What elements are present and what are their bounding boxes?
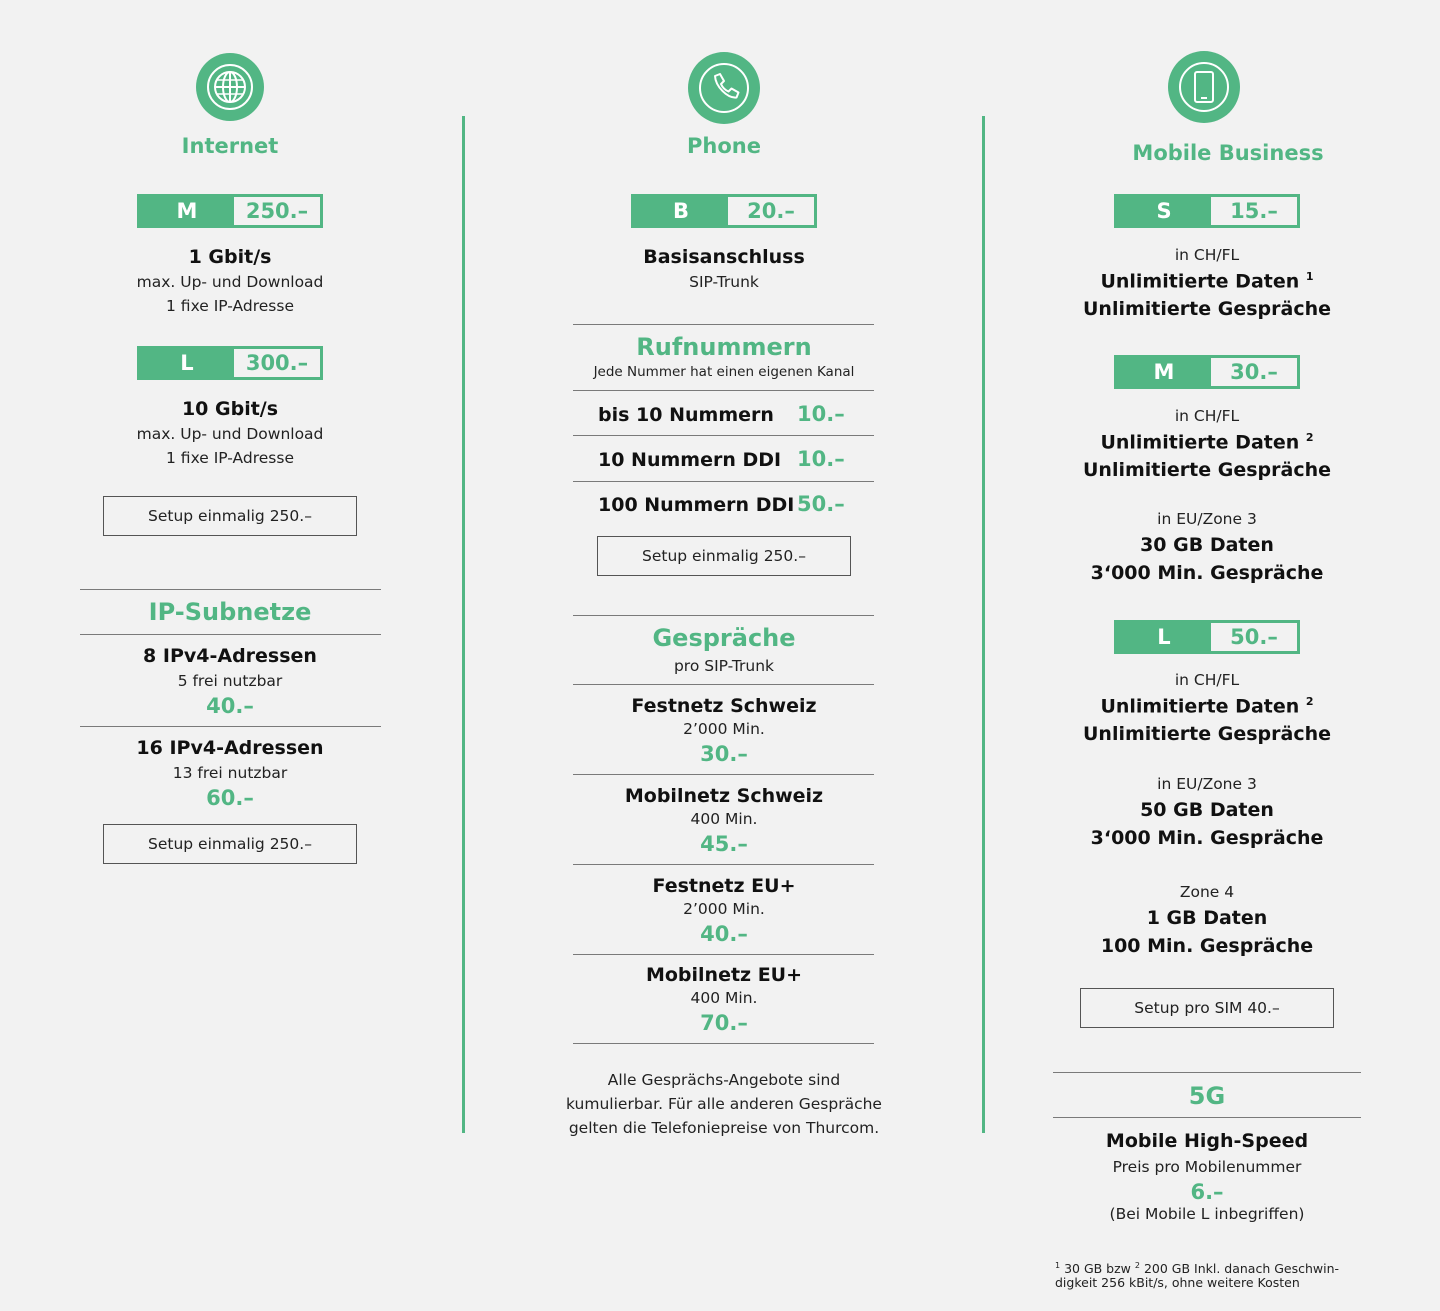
plan-badge-mobile-l — [1114, 620, 1300, 654]
plan-data-text: Unlimitierte Daten — [1100, 431, 1300, 454]
plan-data — [1100, 695, 1313, 717]
5g-name: Mobile High-Speed — [1105, 1130, 1309, 1152]
footnote-ref: 1 — [1055, 1261, 1061, 1270]
number-row-price: 10.– — [797, 402, 845, 426]
calls-note: Alle Gesprächs-Angebote sind — [607, 1071, 841, 1089]
divider — [80, 634, 381, 635]
divider — [573, 684, 874, 685]
plan-calls: Unlimitierte Gespräche — [1083, 459, 1331, 481]
footnote-text: 30 GB bzw — [1060, 1261, 1135, 1277]
plan-region: in CH/FL — [1174, 246, 1240, 264]
setup-box-internet: Setup einmalig 250.– — [103, 496, 357, 536]
footnote — [1055, 1259, 1339, 1290]
plan-detail: 1 fixe IP-Adresse — [166, 449, 294, 467]
plan-badge-mobile-s — [1114, 194, 1300, 228]
divider — [573, 324, 874, 325]
footnote-ref: 2 — [1134, 1261, 1140, 1270]
plan-price: 30.– — [1230, 360, 1278, 384]
phone-title: Phone — [687, 134, 761, 158]
plan-region: Zone 4 — [1179, 883, 1235, 901]
divider — [573, 774, 874, 775]
plan-detail: SIP-Trunk — [689, 273, 759, 291]
column-divider-right — [982, 116, 985, 1133]
divider — [1053, 1117, 1361, 1118]
divider — [573, 435, 874, 436]
subnet-price: 40.– — [206, 694, 254, 718]
plan-speed: 1 Gbit/s — [188, 246, 272, 268]
setup-box-numbers: Setup einmalig 250.– — [597, 536, 851, 576]
call-package-minutes: 400 Min. — [690, 810, 758, 828]
plan-badge-mobile-m — [1114, 355, 1300, 389]
number-row-label: 10 Nummern DDI — [598, 449, 782, 471]
plan-price: 20.– — [747, 199, 795, 223]
plan-price: 15.– — [1230, 199, 1278, 223]
footnote-ref: 2 — [1305, 695, 1314, 708]
footnote-text: 200 GB Inkl. danach Geschwin- — [1139, 1261, 1340, 1277]
plan-data: 30 GB Daten — [1140, 534, 1274, 556]
plan-size: M — [140, 197, 234, 225]
mobile-title: Mobile Business — [1132, 141, 1324, 165]
5g-note: (Bei Mobile L inbegriffen) — [1109, 1205, 1305, 1223]
phone-icon — [688, 52, 760, 124]
plan-speed: 10 Gbit/s — [181, 398, 279, 420]
divider — [1053, 1072, 1361, 1073]
plan-region: in CH/FL — [1174, 671, 1240, 689]
calls-title: Gespräche — [652, 624, 796, 652]
numbers-title: Rufnummern — [636, 333, 812, 361]
plan-size: B — [634, 197, 728, 225]
plan-data: 50 GB Daten — [1140, 799, 1274, 821]
divider — [573, 390, 874, 391]
setup-box-mobile: Setup pro SIM 40.– — [1080, 988, 1334, 1028]
divider — [573, 864, 874, 865]
plan-price: 250.– — [245, 199, 309, 223]
numbers-subtitle: Jede Nummer hat einen eigenen Kanal — [593, 364, 855, 380]
call-package-name: Festnetz Schweiz — [631, 695, 817, 717]
subnet-usable: 5 frei nutzbar — [177, 672, 283, 690]
call-package-price: 70.– — [700, 1011, 748, 1035]
divider — [573, 481, 874, 482]
plan-detail: max. Up- und Download — [136, 273, 324, 291]
5g-title: 5G — [1188, 1082, 1226, 1110]
plan-size: M — [1117, 358, 1211, 386]
plan-region: in CH/FL — [1174, 407, 1240, 425]
divider — [80, 589, 381, 590]
plan-name: Basisanschluss — [643, 246, 805, 268]
subnet-name: 16 IPv4-Adressen — [136, 737, 324, 759]
plan-detail: 1 fixe IP-Adresse — [166, 297, 294, 315]
plan-calls: 3‘000 Min. Gespräche — [1090, 827, 1324, 849]
plan-data-text: Unlimitierte Daten — [1100, 695, 1300, 718]
plan-badge-phone-b — [631, 194, 817, 228]
call-package-price: 40.– — [700, 922, 748, 946]
number-row-label: 100 Nummern DDI — [598, 494, 795, 516]
call-package-name: Mobilnetz Schweiz — [624, 785, 824, 807]
5g-price: 6.– — [1190, 1180, 1224, 1204]
5g-subtitle: Preis pro Mobilenummer — [1112, 1158, 1302, 1176]
internet-title: Internet — [181, 134, 279, 158]
plan-size: L — [140, 349, 234, 377]
footnote-line-2: digkeit 256 kBit/s, ohne weitere Kosten — [1055, 1275, 1300, 1291]
footnote-ref: 2 — [1305, 431, 1314, 444]
setup-box-subnets: Setup einmalig 250.– — [103, 824, 357, 864]
number-row-price: 50.– — [797, 492, 845, 516]
ip-subnets-title: IP-Subnetze — [148, 598, 312, 626]
plan-badge-internet-l — [137, 346, 323, 380]
calls-note: kumulierbar. Für alle anderen Gespräche — [566, 1095, 882, 1113]
column-divider-left — [462, 116, 465, 1133]
subnet-usable: 13 frei nutzbar — [172, 764, 288, 782]
plan-calls: 3‘000 Min. Gespräche — [1090, 562, 1324, 584]
call-package-minutes: 400 Min. — [690, 989, 758, 1007]
calls-note: gelten die Telefoniepreise von Thurcom. — [568, 1119, 880, 1137]
plan-price: 50.– — [1230, 625, 1278, 649]
number-row-price: 10.– — [797, 447, 845, 471]
plan-calls: 100 Min. Gespräche — [1100, 935, 1314, 957]
call-package-minutes: 2’000 Min. — [683, 720, 765, 738]
call-package-name: Mobilnetz EU+ — [645, 964, 803, 986]
divider — [573, 954, 874, 955]
divider — [80, 726, 381, 727]
plan-data: 1 GB Daten — [1146, 907, 1268, 929]
plan-data — [1100, 270, 1313, 292]
call-package-price: 30.– — [700, 742, 748, 766]
plan-region: in EU/Zone 3 — [1157, 775, 1257, 793]
plan-region: in EU/Zone 3 — [1157, 510, 1257, 528]
footnote-ref: 1 — [1305, 270, 1314, 283]
smartphone-icon — [1168, 51, 1240, 123]
plan-badge-internet-m — [137, 194, 323, 228]
plan-size: S — [1117, 197, 1211, 225]
subnet-name: 8 IPv4-Adressen — [143, 645, 317, 667]
plan-data — [1100, 431, 1313, 453]
subnet-price: 60.– — [206, 786, 254, 810]
calls-subtitle: pro SIP-Trunk — [673, 657, 775, 675]
plan-calls: Unlimitierte Gespräche — [1083, 723, 1331, 745]
call-package-name: Festnetz EU+ — [652, 875, 796, 897]
call-package-minutes: 2’000 Min. — [683, 900, 765, 918]
plan-price: 300.– — [245, 351, 309, 375]
plan-calls: Unlimitierte Gespräche — [1083, 298, 1331, 320]
call-package-price: 45.– — [700, 832, 748, 856]
footnote-line-1 — [1055, 1259, 1339, 1276]
divider — [573, 615, 874, 616]
divider — [573, 1043, 874, 1044]
plan-data-text: Unlimitierte Daten — [1100, 270, 1300, 293]
plan-detail: max. Up- und Download — [136, 425, 324, 443]
globe-icon — [196, 53, 264, 121]
number-row-label: bis 10 Nummern — [598, 404, 774, 426]
plan-size: L — [1117, 623, 1211, 651]
